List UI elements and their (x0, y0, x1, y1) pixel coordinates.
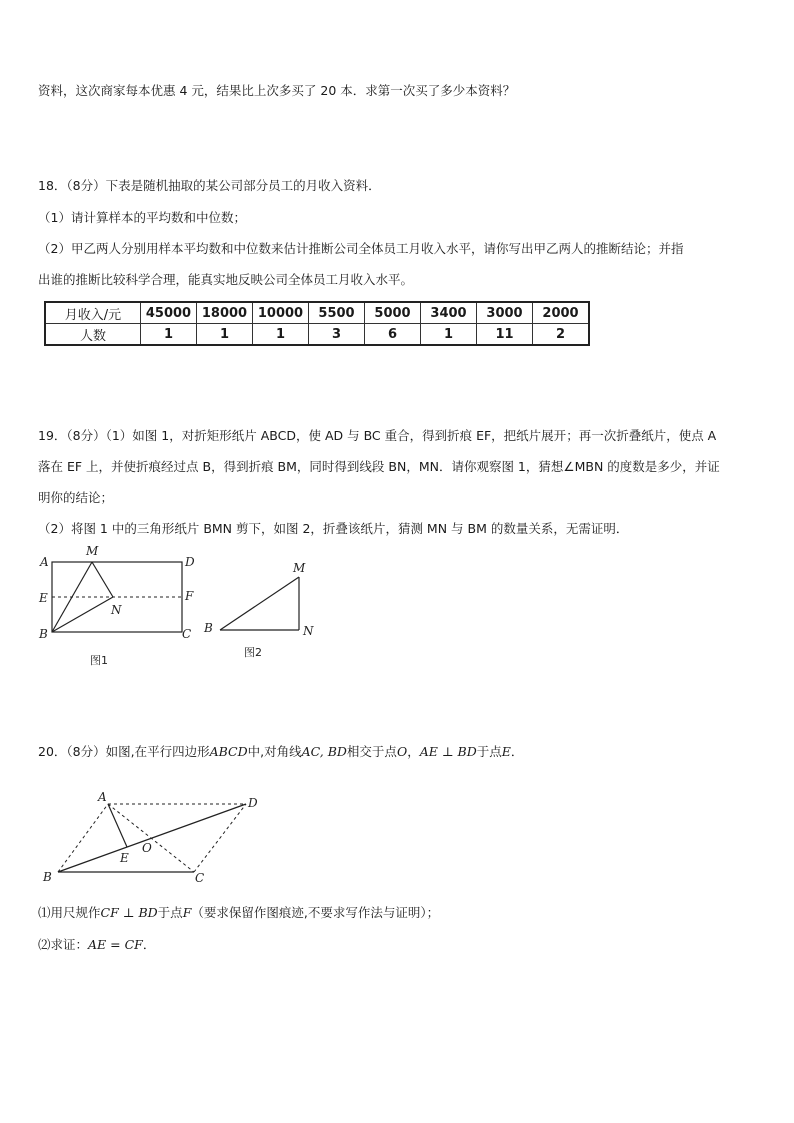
fig1-label-m: M (86, 544, 99, 558)
table-cell: 10000 (253, 302, 309, 324)
fig2-label-n: N (303, 624, 314, 638)
fig1-caption: 图1 (90, 654, 108, 667)
table-row-count (45, 324, 589, 346)
q20-math-o: O (396, 744, 408, 759)
table-header-income: 月收入/元 (45, 302, 141, 324)
q20-math-abcd: ABCD (209, 744, 248, 759)
q20-text: ． (142, 937, 156, 952)
question-19-line4: （2）将图 1 中的三角形纸片 BMN 剪下，如图 2，折叠该纸片，猜测 MN 与 BM 的数量关系，无需证明． (38, 521, 629, 536)
question-20-part2 (38, 937, 155, 953)
q20-text: 中,对角线 (247, 744, 302, 759)
question-19-line3: 明你的结论； (38, 490, 114, 505)
q20-label-e: E (120, 851, 129, 865)
q20-text: 于点 (476, 744, 502, 759)
q20-label-c: C (195, 871, 205, 885)
fig1-label-b: B (39, 627, 48, 641)
q20-math-ae-cf: AE = CF (88, 937, 143, 952)
question-20-part1 (38, 905, 439, 921)
figure-2 (200, 560, 330, 660)
question-18-part1: （1）请计算样本的平均数和中位数； (38, 210, 246, 225)
figure-1 (30, 540, 210, 670)
q20-text: 于点 (157, 905, 183, 920)
q20-text: ， (407, 744, 420, 759)
table-cell: 6 (365, 324, 421, 346)
fig1-label-e: E (39, 591, 48, 605)
fig1-label-a: A (40, 555, 49, 569)
fig1-label-d: D (185, 555, 195, 569)
fig2-label-m: M (293, 561, 306, 575)
income-table (44, 301, 590, 346)
q20-text: ． (510, 744, 524, 759)
q20-math-f: F (182, 905, 192, 920)
fig2-caption: 图2 (244, 646, 262, 659)
question-18-stem: 18．（8分）下表是随机抽取的某公司部分员工的月收入资料． (38, 178, 381, 193)
table-cell: 18000 (197, 302, 253, 324)
table-cell: 3 (309, 324, 365, 346)
question-18-part2-line2: 出谁的推断比较科学合理，能真实地反映公司全体员工月收入水平。 (38, 272, 414, 287)
q20-label-o: O (142, 841, 152, 855)
table-cell: 3400 (421, 302, 477, 324)
q20-text: 相交于点 (346, 744, 397, 759)
question-18-part2-line1: （2）甲乙两人分别用样本平均数和中位数来估计推断公司全体员工月收入水平，请你写出甲乙两人的推断结论；并指 (38, 241, 684, 256)
q20-label-a: A (98, 790, 107, 804)
question-17-tail: 资料，这次商家每本优惠 4 元，结果比上次多买了 20 本．求第一次买了多少本资料？ (38, 83, 516, 98)
q20-text: ⑴用尺规作 (38, 905, 101, 920)
question-20-stem (38, 744, 523, 760)
table-cell: 5000 (365, 302, 421, 324)
table-row-income (45, 302, 589, 324)
table-cell: 1 (197, 324, 253, 346)
q20-math-diagonals: AC, BD (301, 744, 347, 759)
fig1-label-f: F (185, 589, 194, 603)
q20-text: （要求保留作图痕迹,不要求写作法与证明）； (191, 905, 440, 920)
table-cell: 11 (477, 324, 533, 346)
fig1-label-c: C (182, 627, 192, 641)
parallelogram-figure (36, 788, 276, 888)
fig2-label-b: B (204, 621, 213, 635)
q20-text: ⑵求证： (38, 937, 89, 952)
question-19-line1: 19．（8分）（1）如图 1，对折矩形纸片 ABCD，使 AD 与 BC 重合，得到折痕 EF，把纸片展开；再一次折叠纸片，使点 A (38, 428, 717, 443)
table-cell: 1 (253, 324, 309, 346)
question-19-line2: 落在 EF 上，并使折痕经过点 B，得到折痕 BM，同时得到线段 BN，MN．请你观察图 1，猜想∠MBN 的度数是多少，并证 (38, 459, 720, 474)
table-cell: 45000 (141, 302, 197, 324)
table-cell: 2 (533, 324, 590, 346)
fig1-label-n: N (111, 603, 122, 617)
q20-math-e: E (501, 744, 511, 759)
q20-label-d: D (248, 796, 258, 810)
table-cell: 3000 (477, 302, 533, 324)
table-cell: 1 (421, 324, 477, 346)
q20-text: 20．（8分）如图,在平行四边形 (38, 744, 210, 759)
q20-label-b: B (43, 870, 52, 884)
table-cell: 5500 (309, 302, 365, 324)
table-cell: 2000 (533, 302, 590, 324)
table-cell: 1 (141, 324, 197, 346)
table-header-count: 人数 (45, 324, 141, 346)
q20-math-cf-perp: CF ⊥ BD (100, 905, 158, 920)
q20-math-perp: AE ⊥ BD (419, 744, 477, 759)
